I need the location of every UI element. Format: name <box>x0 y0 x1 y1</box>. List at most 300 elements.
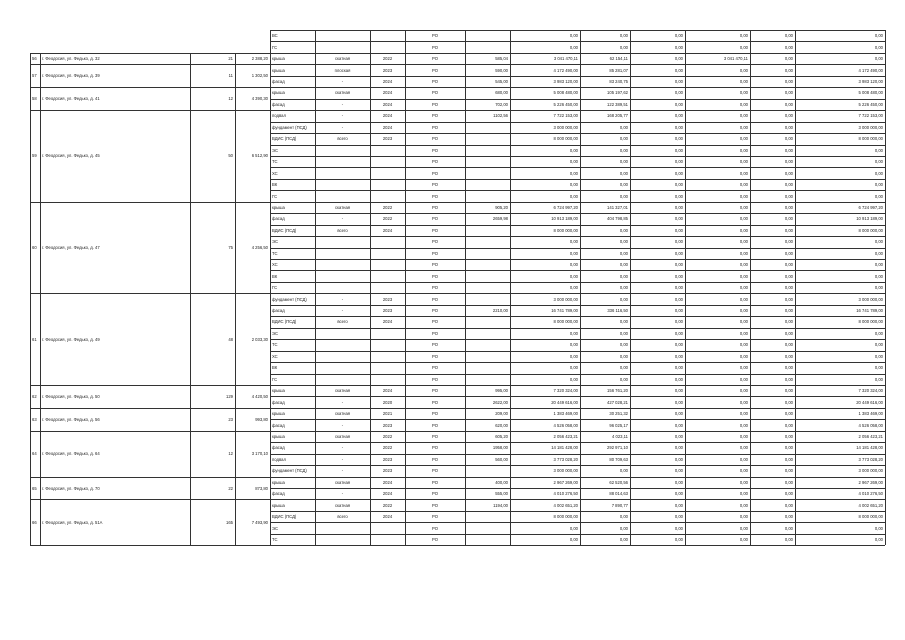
cell-c4: 0,00 <box>784 227 793 233</box>
cell-unit: РО <box>432 342 438 348</box>
cell-c1: 0,00 <box>619 330 628 336</box>
cell-c3: 0,00 <box>739 365 748 371</box>
cell-c1: 0,00 <box>619 273 628 279</box>
group-divider <box>30 385 885 386</box>
address-cell: г. Феодосия, ул. Федько, д. 41 <box>42 96 100 102</box>
cell-unit: РО <box>432 411 438 417</box>
cell-cost: 0,00 <box>569 353 578 359</box>
cell-total: 14 181 428,00 <box>856 445 883 451</box>
cell-c4: 0,00 <box>784 44 793 50</box>
address-cell: г. Феодосия, ул. Федько, д. 49 <box>42 336 100 342</box>
cell-floors: 75 <box>228 245 233 251</box>
cell-c3: 0,00 <box>739 285 748 291</box>
cell-method: - <box>341 422 344 428</box>
cell-total: 0,00 <box>874 170 883 176</box>
cell-total: 3 000 000,00 <box>858 296 883 302</box>
cell-method: - <box>341 101 344 107</box>
cell-c3: 0,00 <box>739 170 748 176</box>
cell-cost: 7 722 153,00 <box>553 113 578 119</box>
cell-unit: РО <box>432 193 438 199</box>
cell-c2: 0,00 <box>674 399 683 405</box>
cell-c2: 0,00 <box>674 319 683 325</box>
cell-work: крыша <box>272 433 285 439</box>
cell-total: 5 008 480,00 <box>858 90 883 96</box>
cell-work: ВС <box>272 33 278 39</box>
cell-cost: 5 226 450,00 <box>553 101 578 107</box>
cell-c3: 0,00 <box>739 227 748 233</box>
cell-work: фасад <box>272 445 285 451</box>
row-divider <box>270 465 885 466</box>
column-divider <box>40 53 41 545</box>
cell-unit: РО <box>432 250 438 256</box>
cell-floors: 165 <box>226 519 233 525</box>
cell-work: ХС <box>272 353 278 359</box>
cell-cost: 2 056 423,21 <box>553 433 578 439</box>
cell-cost: 0,00 <box>569 262 578 268</box>
cell-work: ХС <box>272 262 278 268</box>
cell-cost: 4 002 651,20 <box>553 502 578 508</box>
group-divider <box>270 30 885 31</box>
cell-c4: 0,00 <box>784 456 793 462</box>
cell-c3: 0,00 <box>739 468 748 474</box>
cell-cost: 3 000 000,00 <box>553 124 578 130</box>
cell-c4: 0,00 <box>784 147 793 153</box>
cell-qty: 620,00 <box>495 422 508 428</box>
cell-c3: 0,00 <box>739 250 748 256</box>
cell-total: 0,00 <box>874 147 883 153</box>
cell-c4: 0,00 <box>784 319 793 325</box>
cell-c1: 4 023,11 <box>612 433 628 439</box>
cell-total: 0,00 <box>874 182 883 188</box>
cell-cost: 3 000 000,00 <box>553 468 578 474</box>
group-divider <box>30 408 885 409</box>
cell-c2: 0,00 <box>674 90 683 96</box>
cell-cost: 7 320 324,00 <box>553 388 578 394</box>
cell-year: 2023 <box>382 308 393 314</box>
cell-total: 8 000 000,00 <box>858 136 883 142</box>
address-cell: г. Феодосия, ул. Федько, д. 51А <box>42 519 103 525</box>
cell-cost: 0,00 <box>569 250 578 256</box>
cell-year: 2024 <box>382 319 393 325</box>
cell-c2: 0,00 <box>674 285 683 291</box>
cell-c1: 0,00 <box>619 250 628 256</box>
group-divider <box>30 477 885 478</box>
cell-total: 3 000 000,00 <box>858 468 883 474</box>
cell-c2: 0,00 <box>674 273 683 279</box>
cell-total: 8 000 000,00 <box>858 514 883 520</box>
cell-c1: 141 327,01 <box>607 204 628 210</box>
cell-c2: 0,00 <box>674 33 683 39</box>
row-divider <box>270 133 885 134</box>
cell-qty: 1194,00 <box>493 502 508 508</box>
cell-c4: 0,00 <box>784 353 793 359</box>
cell-unit: РО <box>432 56 438 62</box>
cell-cost: 14 181 428,00 <box>551 445 578 451</box>
row-divider <box>270 316 885 317</box>
cell-work: фасад <box>272 101 285 107</box>
address-cell: г. Феодосия, ул. Федько, д. 47 <box>42 245 100 251</box>
cell-qty: 560,00 <box>495 456 508 462</box>
cell-c4: 0,00 <box>784 136 793 142</box>
cell-c4: 0,00 <box>784 250 793 256</box>
row-divider <box>270 351 885 352</box>
cell-c3: 0,00 <box>739 411 748 417</box>
cell-total: 0,00 <box>874 365 883 371</box>
cell-cost: 6 724 997,20 <box>553 204 578 210</box>
cell-floors: 12 <box>228 96 233 102</box>
cell-unit: РО <box>432 433 438 439</box>
cell-unit: РО <box>432 422 438 428</box>
cell-qty: 555,00 <box>495 491 508 497</box>
cell-cost: 0,00 <box>569 182 578 188</box>
cell-unit: РО <box>432 170 438 176</box>
cell-c4: 0,00 <box>784 285 793 291</box>
row-divider <box>270 488 885 489</box>
cell-qty: 585,04 <box>495 56 508 62</box>
cell-c2: 0,00 <box>674 525 683 531</box>
cell-method: скатная <box>334 433 351 439</box>
cell-c1: 0,00 <box>619 262 628 268</box>
cell-unit: РО <box>432 537 438 543</box>
cell-c1: 0,00 <box>619 365 628 371</box>
cell-c4: 0,00 <box>784 537 793 543</box>
cell-c3: 0,00 <box>739 113 748 119</box>
cell-cost: 8 000 000,00 <box>553 319 578 325</box>
cell-c4: 0,00 <box>784 79 793 85</box>
cell-unit: РО <box>432 479 438 485</box>
cell-unit: РО <box>432 308 438 314</box>
cell-c1: 0,00 <box>619 353 628 359</box>
cell-year: 2022 <box>382 56 393 62</box>
cell-c3: 0,00 <box>739 67 748 73</box>
cell-total: 5 226 450,00 <box>858 101 883 107</box>
cell-qty: 905,20 <box>495 204 508 210</box>
cell-method: - <box>341 399 344 405</box>
cell-year: 2024 <box>382 124 393 130</box>
cell-c3: 0,00 <box>739 456 748 462</box>
cell-c3: 0,00 <box>739 376 748 382</box>
cell-work: крыша <box>272 479 285 485</box>
cell-area: 993,80 <box>255 416 268 422</box>
row-divider <box>270 522 885 523</box>
cell-qty: 995,00 <box>495 388 508 394</box>
cell-work: подвал <box>272 456 286 462</box>
cell-cost: 0,00 <box>569 525 578 531</box>
cell-qty: 209,00 <box>495 411 508 417</box>
cell-c1: 0,00 <box>619 514 628 520</box>
cell-cost: 8 000 000,00 <box>553 136 578 142</box>
cell-total: 3 000 000,00 <box>858 124 883 130</box>
cell-cost: 4 172 490,00 <box>553 67 578 73</box>
cell-c1: 105 197,62 <box>607 90 628 96</box>
cell-c3: 0,00 <box>739 525 748 531</box>
address-cell: г. Феодосия, ул. Федько, д. 39 <box>42 73 100 79</box>
cell-work: ГС <box>272 193 278 199</box>
row-divider <box>270 248 885 249</box>
cell-c2: 0,00 <box>674 182 683 188</box>
cell-year: 2023 <box>382 296 393 302</box>
column-divider <box>30 53 31 545</box>
cell-c3: 0,00 <box>739 330 748 336</box>
cell-work: ВДИС (ПСД) <box>272 136 297 142</box>
cell-work: ГС <box>272 376 278 382</box>
cell-method: - <box>341 445 344 451</box>
cell-c3: 0,00 <box>739 353 748 359</box>
cell-c1: 83 240,75 <box>609 79 628 85</box>
cell-no: 58 <box>32 96 37 102</box>
cell-method: - <box>341 308 344 314</box>
row-divider <box>270 374 885 375</box>
cell-unit: РО <box>432 239 438 245</box>
cell-c3: 0,00 <box>739 136 748 142</box>
cell-c4: 0,00 <box>784 56 793 62</box>
cell-unit: РО <box>432 44 438 50</box>
cell-c4: 0,00 <box>784 204 793 210</box>
column-divider <box>270 30 271 545</box>
cell-c3: 0,00 <box>739 79 748 85</box>
cell-work: ВК <box>272 182 278 188</box>
cell-total: 0,00 <box>874 239 883 245</box>
cell-area: 4 420,50 <box>251 393 268 399</box>
cell-total: 16 741 789,00 <box>856 308 883 314</box>
group-divider <box>30 110 885 111</box>
cell-total: 0,00 <box>874 262 883 268</box>
cell-work: ВК <box>272 273 278 279</box>
cell-c4: 0,00 <box>784 388 793 394</box>
cell-floors: 129 <box>226 393 233 399</box>
cell-work: ХС <box>272 170 278 176</box>
cell-c3: 0,00 <box>739 296 748 302</box>
cell-floors: 21 <box>228 56 233 62</box>
cell-method: всего <box>337 514 348 520</box>
cell-c3: 0,00 <box>739 445 748 451</box>
cell-c2: 0,00 <box>674 502 683 508</box>
row-divider <box>270 511 885 512</box>
cell-unit: РО <box>432 365 438 371</box>
row-divider <box>270 396 885 397</box>
cell-work: ЭС <box>272 147 279 153</box>
cell-area: 4 390,30 <box>251 96 268 102</box>
cell-c2: 0,00 <box>674 411 683 417</box>
cell-total: 4 002 651,20 <box>858 502 883 508</box>
cell-c3: 0,00 <box>739 204 748 210</box>
cell-cost: 0,00 <box>569 147 578 153</box>
cell-method: - <box>341 456 344 462</box>
column-divider <box>630 30 631 545</box>
column-divider <box>885 30 886 545</box>
address-cell: г. Феодосия, ул. Федько, д. 50 <box>42 393 100 399</box>
column-divider <box>405 30 406 545</box>
row-divider <box>270 99 885 100</box>
cell-no: 63 <box>32 416 37 422</box>
cell-unit: РО <box>432 445 438 451</box>
cell-c1: 292 971,10 <box>607 445 628 451</box>
cell-c3: 3 041 470,11 <box>723 56 748 62</box>
cell-c1: 85 281,07 <box>609 67 628 73</box>
cell-unit: РО <box>432 113 438 119</box>
cell-total: 0,00 <box>874 342 883 348</box>
cell-qty: 2659,98 <box>492 216 508 222</box>
cell-total: 0,00 <box>874 33 883 39</box>
cell-c1: 0,00 <box>619 285 628 291</box>
cell-work: крыша <box>272 56 285 62</box>
cell-work: крыша <box>272 388 285 394</box>
cell-method: - <box>341 216 344 222</box>
cell-unit: РО <box>432 285 438 291</box>
cell-cost: 20 449 616,00 <box>551 399 578 405</box>
cell-c3: 0,00 <box>739 308 748 314</box>
cell-unit: РО <box>432 514 438 520</box>
cell-c1: 30 251,32 <box>609 411 628 417</box>
cell-method: скатная <box>334 411 351 417</box>
cell-c2: 0,00 <box>674 170 683 176</box>
cell-c4: 0,00 <box>784 182 793 188</box>
cell-method: - <box>341 79 344 85</box>
cell-total: 8 000 000,00 <box>858 319 883 325</box>
cell-c4: 0,00 <box>784 502 793 508</box>
cell-c1: 0,00 <box>619 525 628 531</box>
cell-total: 0,00 <box>874 353 883 359</box>
row-divider <box>270 328 885 329</box>
cell-unit: РО <box>432 330 438 336</box>
group-divider <box>30 293 885 294</box>
cell-area: 1 302,50 <box>251 73 268 79</box>
cell-unit: РО <box>432 376 438 382</box>
cell-total: 1 383 469,00 <box>858 411 883 417</box>
cell-c2: 0,00 <box>674 216 683 222</box>
cell-area: 7 493,90 <box>251 519 268 525</box>
cell-work: подвал <box>272 113 286 119</box>
cell-c3: 0,00 <box>739 399 748 405</box>
cell-cost: 16 741 789,00 <box>551 308 578 314</box>
cell-unit: РО <box>432 525 438 531</box>
cell-unit: РО <box>432 399 438 405</box>
cell-year: 2024 <box>382 388 393 394</box>
cell-method: - <box>341 124 344 130</box>
cell-c1: 80 709,63 <box>609 456 628 462</box>
cell-c2: 0,00 <box>674 227 683 233</box>
cell-unit: РО <box>432 204 438 210</box>
cell-c4: 0,00 <box>784 422 793 428</box>
cell-cost: 0,00 <box>569 33 578 39</box>
column-divider <box>235 53 236 545</box>
cell-method: всего <box>337 319 348 325</box>
row-divider <box>270 76 885 77</box>
cell-year: 2022 <box>382 502 393 508</box>
group-divider <box>30 64 885 65</box>
cell-c1: 0,00 <box>619 124 628 130</box>
cell-c2: 0,00 <box>674 445 683 451</box>
cell-unit: РО <box>432 136 438 142</box>
cell-c2: 0,00 <box>674 388 683 394</box>
cell-year: 2021 <box>382 411 393 417</box>
cell-c1: 62 154,11 <box>609 56 628 62</box>
cell-cost: 3 000 000,00 <box>553 296 578 302</box>
cell-cost: 0,00 <box>569 342 578 348</box>
row-divider <box>270 145 885 146</box>
cell-c4: 0,00 <box>784 491 793 497</box>
cell-cost: 10 913 189,00 <box>551 216 578 222</box>
cell-unit: РО <box>432 90 438 96</box>
row-divider <box>270 41 885 42</box>
cell-c4: 0,00 <box>784 376 793 382</box>
cell-cost: 4 010 276,50 <box>553 491 578 497</box>
cell-cost: 0,00 <box>569 273 578 279</box>
cell-c4: 0,00 <box>784 330 793 336</box>
cell-total: 8 000 000,00 <box>858 227 883 233</box>
cell-c2: 0,00 <box>674 433 683 439</box>
cell-cost: 0,00 <box>569 330 578 336</box>
cell-c4: 0,00 <box>784 468 793 474</box>
cell-c1: 0,00 <box>619 468 628 474</box>
cell-method: скатная <box>334 502 351 508</box>
cell-c4: 0,00 <box>784 342 793 348</box>
cell-method: скатная <box>334 479 351 485</box>
cell-unit: РО <box>432 319 438 325</box>
cell-cost: 0,00 <box>569 239 578 245</box>
cell-c3: 0,00 <box>739 502 748 508</box>
cell-qty: 400,00 <box>495 479 508 485</box>
cell-c2: 0,00 <box>674 342 683 348</box>
cell-unit: РО <box>432 468 438 474</box>
cell-c4: 0,00 <box>784 365 793 371</box>
cell-work: крыша <box>272 411 285 417</box>
cell-c1: 0,00 <box>619 170 628 176</box>
cell-c2: 0,00 <box>674 56 683 62</box>
cell-year: 2024 <box>382 90 393 96</box>
cell-c2: 0,00 <box>674 330 683 336</box>
row-divider <box>270 236 885 237</box>
cell-c4: 0,00 <box>784 90 793 96</box>
cell-unit: РО <box>432 388 438 394</box>
cell-total: 0,00 <box>874 250 883 256</box>
column-divider <box>795 30 796 545</box>
address-cell: г. Феодосия, ул. Федько, д. 64 <box>42 451 100 457</box>
cell-area: 4 256,50 <box>251 245 268 251</box>
cell-unit: РО <box>432 147 438 153</box>
cell-c1: 7 890,77 <box>611 502 628 508</box>
cell-total: 0,00 <box>874 330 883 336</box>
row-divider <box>270 282 885 283</box>
cell-cost: 0,00 <box>569 376 578 382</box>
cell-work: ТС <box>272 250 278 256</box>
cell-c4: 0,00 <box>784 124 793 130</box>
cell-c3: 0,00 <box>739 33 748 39</box>
cell-c3: 0,00 <box>739 44 748 50</box>
cell-work: ТС <box>272 537 278 543</box>
cell-year: 2020 <box>382 399 393 405</box>
cell-work: ВДИС (ПСД) <box>272 319 297 325</box>
cell-c1: 0,00 <box>619 296 628 302</box>
cell-c2: 0,00 <box>674 193 683 199</box>
cell-year: 2024 <box>382 514 393 520</box>
column-divider <box>315 30 316 545</box>
cell-method: - <box>341 296 344 302</box>
cell-no: 56 <box>32 56 37 62</box>
cell-c4: 0,00 <box>784 113 793 119</box>
cell-c1: 0,00 <box>619 342 628 348</box>
cell-unit: РО <box>432 79 438 85</box>
cell-unit: РО <box>432 491 438 497</box>
row-divider <box>270 305 885 306</box>
column-divider <box>580 30 581 545</box>
cell-c1: 404 798,85 <box>607 216 628 222</box>
cell-c2: 0,00 <box>674 124 683 130</box>
row-divider <box>270 167 885 168</box>
cell-floors: 23 <box>228 416 233 422</box>
cell-unit: РО <box>432 227 438 233</box>
cell-cost: 0,00 <box>569 170 578 176</box>
